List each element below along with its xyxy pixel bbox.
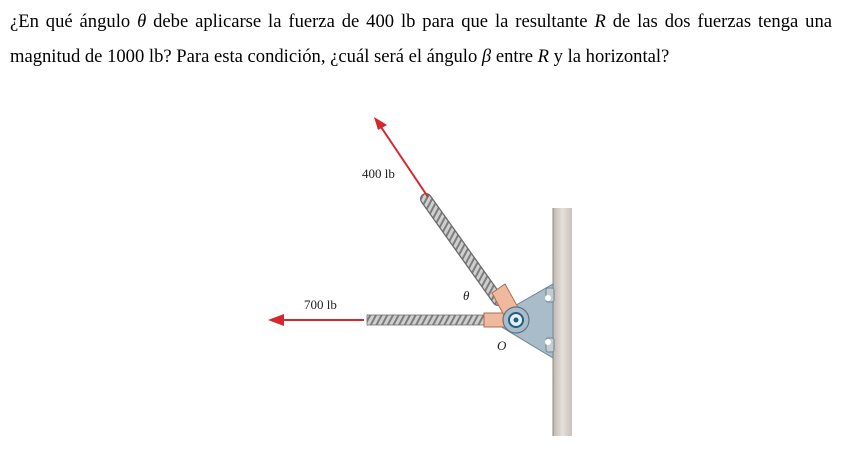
resultant-symbol: R [594,11,606,32]
bolt-top-head [545,295,551,301]
force-diagram [262,112,582,442]
arrow-400-head [374,117,387,130]
force-400-label: 400 lb [362,166,395,181]
theta-symbol: θ [137,11,147,32]
bolt-bottom-head [545,339,551,345]
resultant-symbol: R [537,46,550,67]
text-segment: ¿En qué ángulo [10,11,138,32]
text-segment: debe aplicarse la fuerza de 400 lb para que la resultante [146,11,595,32]
cable-700 [367,315,487,325]
wall [553,208,572,436]
arrow-700-head [268,314,284,326]
point-o-label: O [497,338,507,353]
text-segment: entre [491,46,538,67]
text-segment: de las dos fuerzas tenga una magnitud de 1000 lb? Para esta condición, ¿cuál será el ángulo [10,11,832,67]
arrow-400-shaft [381,127,428,197]
text-segment: y la horizontal? [549,46,670,67]
force-diagram-svg [262,112,582,442]
cable-400 [426,199,498,300]
theta-label: θ [463,288,470,303]
force-700-label: 700 lb [304,297,337,312]
beta-symbol: β [481,46,492,67]
problem-statement [10,4,832,74]
pin-center [514,318,519,323]
